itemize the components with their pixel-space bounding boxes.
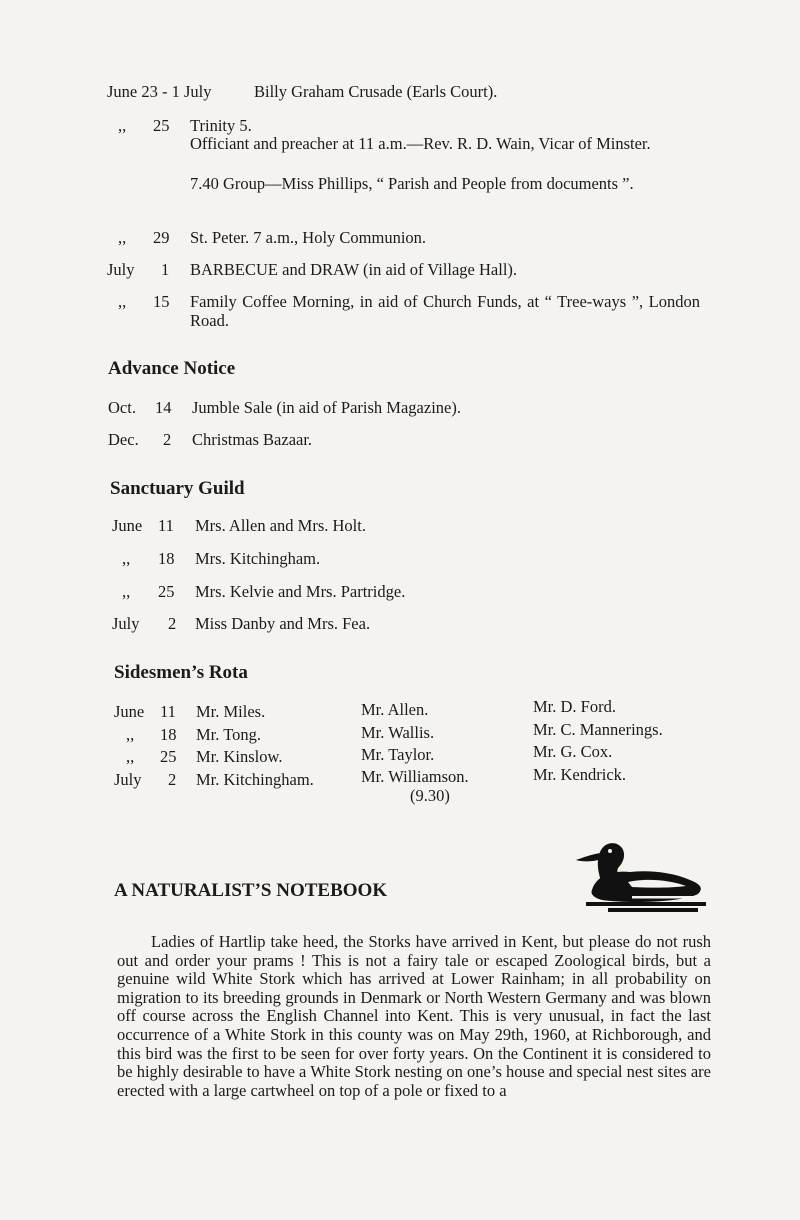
advance-text: Christmas Bazaar.: [192, 430, 313, 449]
rota-month: ,,: [126, 747, 135, 766]
sanctuary-month: July: [112, 614, 140, 633]
event-day: 15: [153, 292, 170, 311]
sanctuary-text: Mrs. Kitchingham.: [195, 549, 321, 568]
event-month: ,,: [118, 116, 127, 135]
rota-name: Mr. D. Ford.: [533, 697, 616, 716]
advance-month: Dec.: [108, 430, 139, 449]
event-text: Trinity 5.: [190, 116, 252, 135]
sanctuary-day: 11: [158, 516, 174, 535]
rota-day: 18: [160, 725, 177, 744]
advance-text: Jumble Sale (in aid of Parish Magazine).: [192, 398, 461, 417]
sanctuary-heading: Sanctuary Guild: [110, 478, 245, 499]
event-day: 25: [153, 116, 170, 135]
rota-month: June: [114, 702, 145, 721]
sanctuary-month: ,,: [122, 582, 131, 601]
advance-day: 14: [155, 398, 172, 417]
advance-day: 2: [163, 430, 172, 449]
sanctuary-text: Miss Danby and Mrs. Fea.: [195, 614, 371, 633]
advance-heading: Advance Notice: [108, 358, 236, 379]
sanctuary-month: June: [112, 516, 143, 535]
rota-month: July: [114, 770, 142, 789]
event-month: ,,: [118, 228, 127, 247]
rota-day: 2: [168, 770, 177, 789]
rota-name: Mr. Kitchingham.: [196, 770, 314, 789]
event-text: St. Peter. 7 a.m., Holy Communion.: [190, 228, 427, 247]
rota-name: Mr. Taylor.: [361, 745, 435, 764]
event-date: June 23 - 1 July: [107, 82, 212, 101]
sidesmen-heading: Sidesmen’s Rota: [114, 662, 248, 683]
rota-name: Mr. Kinslow.: [196, 747, 283, 766]
event-day: 1: [161, 260, 170, 279]
rota-day: 25: [160, 747, 177, 766]
sanctuary-day: 25: [158, 582, 175, 601]
event-text: BARBECUE and DRAW (in aid of Village Hall).: [190, 260, 518, 279]
duck-icon: [572, 832, 706, 916]
rota-name: Mr. C. Mannerings.: [533, 720, 663, 739]
rota-name: Mr. G. Cox.: [533, 742, 613, 761]
event-month: ,,: [118, 292, 127, 311]
sanctuary-text: Mrs. Allen and Mrs. Holt.: [195, 516, 366, 535]
event-text: 7.40 Group—Miss Phillips, “ Parish and People from documents ”.: [190, 174, 634, 193]
event-day: 29: [153, 228, 170, 247]
rota-name: Mr. Williamson.: [361, 767, 469, 786]
event-month: July: [107, 260, 135, 279]
sanctuary-day: 2: [168, 614, 177, 633]
rota-name: Mr. Allen.: [361, 700, 429, 719]
sanctuary-day: 18: [158, 549, 175, 568]
notebook-heading: A NATURALIST’S NOTEBOOK: [114, 880, 388, 901]
event-text: Officiant and preacher at 11 a.m.—Rev. R. D. Wain, Vicar of Minster.: [190, 134, 651, 153]
sanctuary-month: ,,: [122, 549, 131, 568]
event-text: Billy Graham Crusade (Earls Court).: [254, 82, 498, 101]
rota-month: ,,: [126, 725, 135, 744]
rota-note: (9.30): [410, 786, 450, 805]
rota-name: Mr. Wallis.: [361, 723, 435, 742]
event-text: Family Coffee Morning, in aid of Church Funds, at “ Tree-ways ”, London Road.: [190, 292, 700, 330]
rota-name: Mr. Kendrick.: [533, 765, 627, 784]
rota-name: Mr. Miles.: [196, 702, 266, 721]
advance-month: Oct.: [108, 398, 136, 417]
notebook-paragraph: Ladies of Hartlip take heed, the Storks have arrived in Kent, but please do not rush out and order your prams ! This is not a fairy tale or escaped Zoological birds, but a genuine wild White Stork which has arrived at Lower Rainham; in all probability on migration to its breeding grounds in Denmark or North Western Germany and was blown off course across the English Channel into Kent. This is very unusual, in fact the last occurrence of a White Stork in this county was on May 29th, 1960, at Richborough, and this bird was the first to be seen for over forty years. On the Continent it is considered to be highly desirable to have a White Stork nesting on one’s house and special nest sites are erected with a large cartwheel on top of a pole or fixed to a: [117, 932, 711, 1100]
rota-name: Mr. Tong.: [196, 725, 262, 744]
sanctuary-text: Mrs. Kelvie and Mrs. Partridge.: [195, 582, 406, 601]
rota-day: 11: [160, 702, 176, 721]
